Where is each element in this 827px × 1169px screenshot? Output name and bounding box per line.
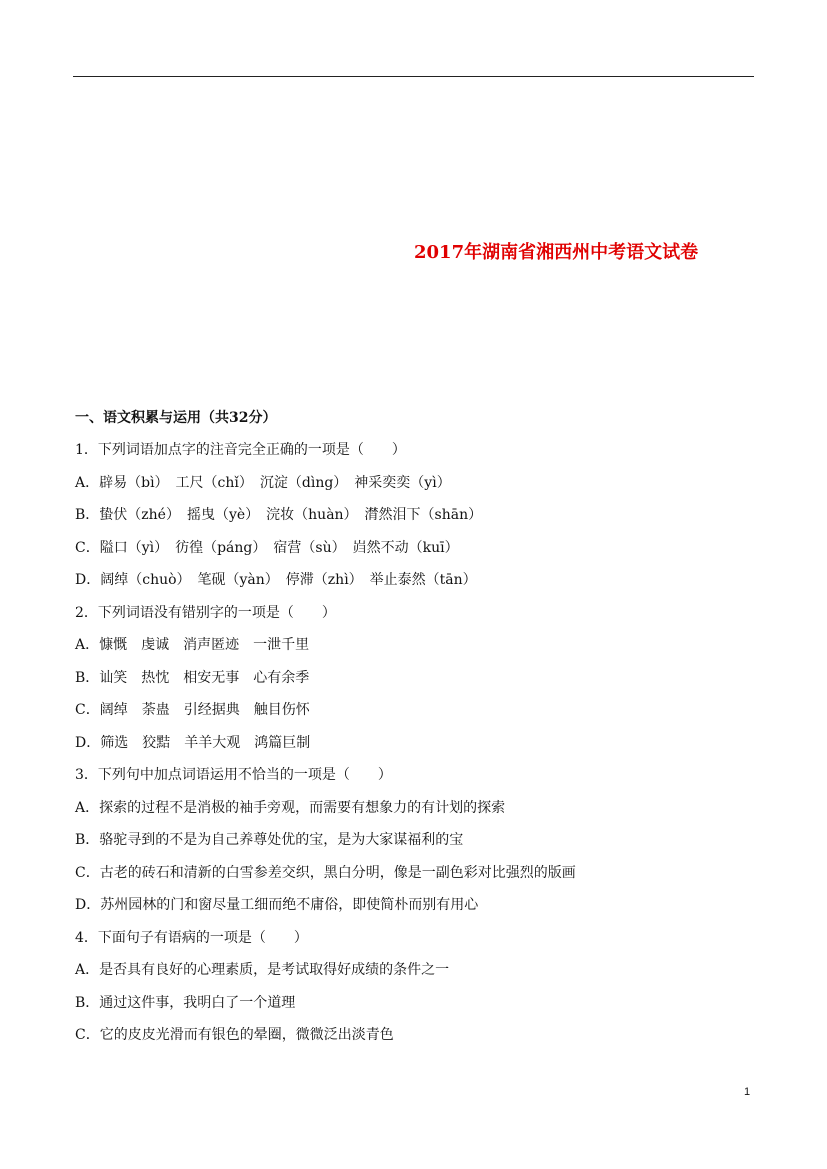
question-line: 2．下列词语没有错别字的一项是（ ） [75,604,336,621]
question-line: D．苏州园林的门和窗尽量工细而绝不庸俗，即使简朴而别有用心 [75,897,479,913]
question-line: 1．下列词语加点字的注音完全正确的一项是（ ） [75,442,406,458]
page-number: 1 [744,1086,751,1098]
section-heading: 一、语文积累与运用（共32分） [75,410,277,426]
question-line: D．阔绰（chuò） 笔砚（yàn） 停滞（zhì） 举止泰然（tān） [75,572,477,588]
document-title: 2017年湖南省湘西州中考语文试卷 [414,242,699,263]
question-line: A．探索的过程不是消极的袖手旁观，而需要有想象力的有计划的探索 [75,799,506,816]
document-body [75,408,755,1058]
question-line: B．通过这件事，我明白了一个道理 [75,994,296,1011]
question-line: B．蛰伏（zhé） 摇曳（yè） 浣妆（huàn） 潸然泪下（shān） [75,507,483,523]
question-line: D．筛选 狡黠 羊羊大观 鸿篇巨制 [75,734,311,751]
question-line: A．辟易（bì） 工尺（chǐ） 沉淀（dìng） 神采奕奕（yì） [75,474,451,491]
question-line: B．骆驼寻到的不是为自己养尊处优的宝，是为大家谋福利的宝 [75,832,464,848]
question-line: B．讪笑 热忱 相安无事 心有余季 [75,669,310,686]
question-line: 4．下面句子有语病的一项是（ ） [75,929,308,946]
question-line: C．它的皮皮光滑而有银色的晕圈，微微泛出淡青色 [75,1027,394,1043]
question-line: A．是否具有良好的心理素质，是考试取得好成绩的条件之一 [75,962,450,978]
question-line: C．古老的砖石和清新的白雪参差交织，黑白分明，像是一副色彩对比强烈的版画 [75,864,576,881]
question-lines [75,440,755,1058]
question-line: 3．下列句中加点词语运用不恰当的一项是（ ） [75,767,392,783]
question-line: C．隘口（yì） 彷徨（páng） 宿营（sù） 岿然不动（kuī） [75,539,459,556]
question-line: A．慷慨 虔诚 消声匿迹 一泄千里 [75,637,310,653]
question-line: C．阔绰 荼蛊 引经据典 触目伤怀 [75,702,310,718]
header-rule [73,76,754,77]
